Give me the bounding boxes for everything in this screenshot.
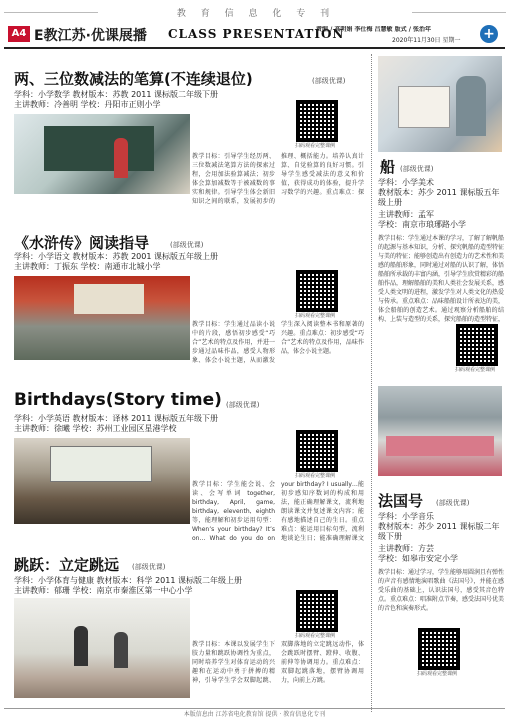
article-3-meta1: 学科：小学美术 [378, 178, 434, 187]
article-4-qr-icon [296, 430, 338, 472]
article-6-qr-caption: 扫码观看完整课例 [416, 671, 457, 677]
article-6-qr-icon [418, 628, 460, 670]
article-6-meta3: 主讲教师：方芸 [378, 544, 434, 553]
article-5-qr-icon [296, 590, 338, 632]
header-credits: 责编 / 高明娟 李仕梅 吕慧敏 版式 / 张治年 [316, 26, 432, 33]
article-6-meta4: 学校：如皋市安定小学 [378, 554, 458, 563]
section-english: CLASS PRESENTATION [168, 27, 345, 41]
article-3-meta4: 学校：南京市琅琊路小学 [378, 220, 466, 229]
article-6-tag: (部级优课) [436, 499, 470, 507]
article-2-title: 《水浒传》阅读指导 [14, 234, 150, 252]
article-5-tag: (部级优课) [132, 563, 166, 571]
header-date: 2020年11月30日 星期一 [392, 37, 461, 44]
header-banner: 教 育 信 息 化 专 刊 [176, 9, 336, 19]
article-6-title: 法国号 [378, 492, 424, 510]
article-6-body: 教学目标：通过学习，学生能够用圆润且有弹性的声音有感情地演唱歌曲《法国号》，并能在感受乐曲的基础上，认识法国号，感受其音色特点。重点难点：唱准附点节奏，感受法国号优美的音色和演奏形式。 [378, 569, 504, 612]
article-4-photo [14, 438, 190, 524]
footer-rule [4, 708, 505, 709]
article-4-tag: (部级优课) [226, 401, 260, 409]
article-5-qr-caption: 扫码观看完整课例 [294, 633, 335, 639]
article-4-title: Birthdays(Story time) [14, 390, 222, 410]
article-3-meta3: 主讲教师：孟军 [378, 210, 434, 219]
footer-text: 本版信息由 江苏省电化教育馆 提供 · 教育信息化专刊 [183, 711, 326, 718]
article-1-meta1: 学科：小学数学 教材版本：苏教 2011 课标版二年级下册 [14, 90, 218, 99]
article-4-meta1: 学科：小学英语 教材版本：译林 2011 课标版五年级下册 [14, 414, 218, 423]
article-1-qr-icon [296, 100, 338, 142]
article-5-meta2: 主讲教师：郁珊 学校：南京市秦淮区第一中心小学 [14, 586, 193, 595]
header-rule [4, 47, 505, 49]
article-3-qr-caption: 扫码观看完整课例 [454, 367, 495, 373]
article-3-qr-icon [456, 324, 498, 366]
article-3-photo [378, 56, 502, 152]
article-1-title: 两、三位数减法的笔算(不连续退位) [14, 70, 253, 88]
article-1-qr-caption: 扫码观看完整课例 [294, 143, 335, 149]
article-3-tag: (部级优课) [400, 165, 434, 173]
header-rule-right [412, 12, 506, 13]
article-3-meta2: 教材版本：苏少 2011 课标版五年级上册 [378, 188, 500, 207]
article-6-meta2: 教材版本：苏少 2011 课标版二年级下册 [378, 522, 500, 541]
article-1-photo [14, 114, 190, 194]
plus-logo-icon: + [480, 25, 498, 43]
article-4-qr-caption: 扫码观看完整课例 [294, 473, 335, 479]
article-2-body: 教学目标：学生通过品读小说中的片段，感悟初步感受“巧合”艺术的特点及作用，并进一步通过品味作品，感受人物形象、体会小说主题，从而激发学生深入阅读整本书和原著的兴趣。重点难点：初步感受“巧合”艺术的特点及作用，品味作品，体会小说主题。 [192, 321, 364, 364]
section-title: E教江苏·优课展播 [34, 28, 147, 44]
article-1-meta2: 主讲教师：冷善明 学校：丹阳市正则小学 [14, 100, 161, 109]
article-2-tag: (部级优课) [170, 241, 204, 249]
article-4-meta2: 主讲教师：徐曦 学校：苏州工业园区星港学校 [14, 424, 177, 433]
article-6-photo [378, 386, 502, 476]
article-5-photo [14, 598, 190, 698]
article-3-title: 船 [380, 158, 396, 176]
article-5-title: 跳跃：立定跳远 [14, 556, 120, 574]
article-6-meta1: 学科：小学音乐 [378, 512, 434, 521]
article-5-body: 教学目标：本课以发展学生下肢力量和跳跃协调性为重点，同时培养学生对体育运动的兴趣和在运动中勇于拼搏的精神，引导学生学会双脚起跳、双脚落地的立定跳远动作，体会跳跃时摆臂、蹬伸、收腹、前伸等协调用力。重点难点：双脚起跳落地，摆臂协调用力，向前上方跳。 [192, 641, 364, 684]
article-2-qr-caption: 扫码观看完整课例 [294, 313, 335, 319]
article-2-meta1: 学科：小学语文 教材版本：苏教 2001 课标版五年级上册 [14, 252, 218, 261]
column-divider [371, 54, 372, 712]
article-3-body: 教学目标：学生通过本课的学习，了解了解帆船的起源与基本知识，分析、探究帆船的造型特征与美的特征；能够创造出有创造力的艺术性和美感的船舶形象，同时通过对船的认识了解，体悟船舶所承载的丰富内涵，引导学生欣赏精彩的船舶作品，理解船舶的美和人类社会发展关系，感受人类文明的进程，激发学生对人类文化的热爱与传承。重点难点：品味船舶设计所表达的美，体会船舶的创造艺术。通过观察分析船舶的结构、上装与造型的关系，探究船舶的造型特征， [378, 235, 504, 323]
article-4-body: 教学目标：学生能会说、会读、会写单词 together, birthday, April, game, birthday, eleventh, eighth 等，能理解和初步运用句型：When’s your birthday? It’s on… What do you do on your birthday? I usually…能初步感知序数词的构成和用法，能正确理解课文，流利地朗读课文并复述课文内容；能有感地描述自己的生日。重点难点：能运用目标句型，流利地谈论生日；能准确理解课文 [192, 481, 364, 542]
article-2-photo [14, 276, 190, 360]
header-rule-left [4, 12, 98, 13]
article-1-tag: (部级优课) [312, 77, 346, 85]
article-1-body: 教学目标：引导学生经历两、三位数减法笔算方法的探索过程，会用加法验算减法；初步体会算加减数等于被减数的事实和规律。引导学生体会新旧知识之间的联系，发展初步的推理、概括能力。培养认真计算、自觉验算的良好习惯。引导学生感受减法的意义和价值，获得成功的体验，提升学习数学的兴趣。重点难点：探 [192, 153, 364, 205]
article-2-qr-icon [296, 270, 338, 312]
article-2-meta2: 主讲教师：丁振东 学校：南通市北城小学 [14, 262, 161, 271]
article-5-meta1: 学科：小学体育与健康 教材版本：科学 2011 课标版二年级上册 [14, 576, 242, 585]
page-id-badge: A4 [8, 26, 30, 42]
